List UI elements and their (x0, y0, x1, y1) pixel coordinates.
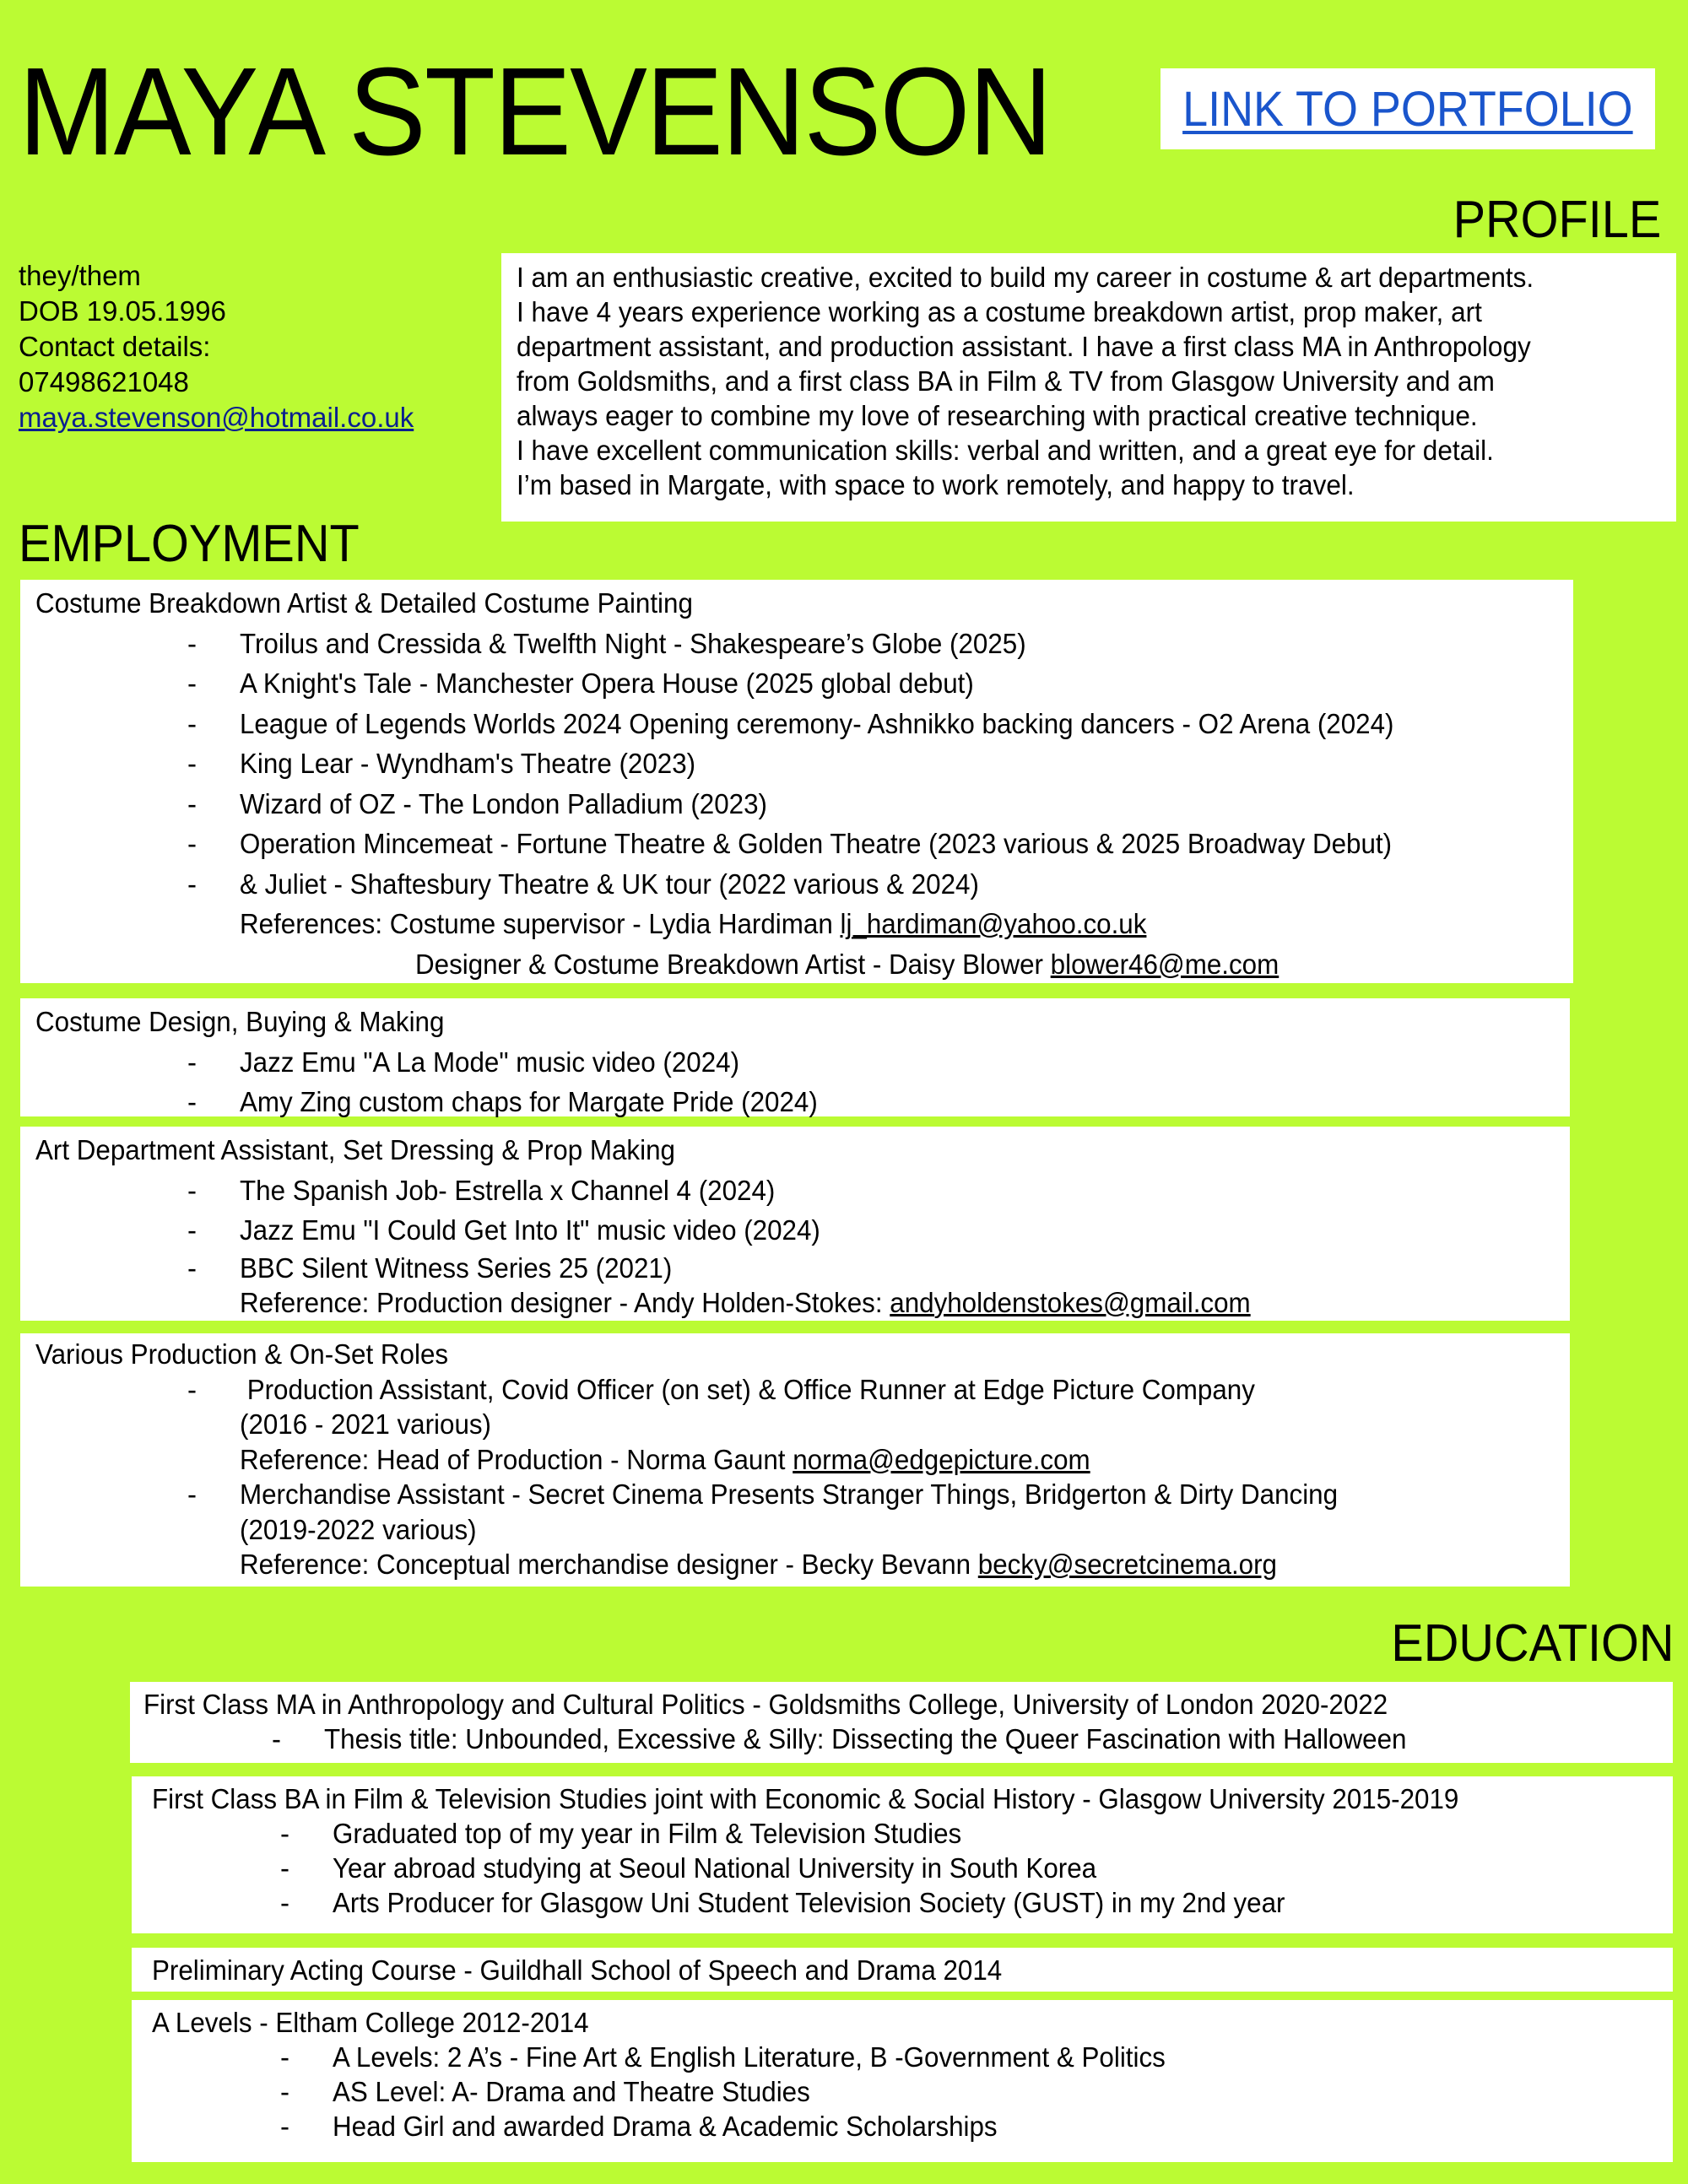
bullet-dash-icon: - (187, 748, 197, 779)
list-item: - Wizard of OZ - The London Palladium (2023) (35, 784, 1573, 824)
bullet-dash-icon: - (187, 627, 197, 659)
bullet-dash-icon: - (187, 1046, 197, 1078)
list-item: - Production Assistant, Covid Officer (on set) & Office Runner at Edge Picture Company (35, 1372, 1570, 1408)
reference-line: Reference: Head of Production - Norma Gaunt norma@edgepicture.com (240, 1443, 1090, 1475)
education-title: A Levels - Eltham College 2012-2014 (152, 2007, 589, 2038)
list-item: - Jazz Emu "I Could Get Into It" music video (2024) (35, 1210, 1570, 1251)
item-dates: (2016 - 2021 various) (240, 1408, 492, 1440)
bullet-dash-icon: - (187, 1251, 197, 1284)
phone-number: 07498621048 (19, 366, 189, 397)
bullet-dash-icon: - (280, 1887, 289, 1918)
list-item: - Operation Mincemeat - Fortune Theatre & Golden Theatre (2023 various & 2025 Broadway Debut) (35, 824, 1573, 864)
profile-heading: PROFILE (1453, 191, 1661, 249)
bullet-dash-icon: - (280, 2111, 289, 2142)
bullet-dash-icon: - (187, 1086, 197, 1117)
education-title: Preliminary Acting Course - Guildhall School of Speech and Drama 2014 (152, 1954, 1003, 1986)
list-item: - Merchandise Assistant - Secret Cinema Presents Stranger Things, Bridgerton & Dirty Dancing (35, 1477, 1570, 1512)
profile-line: I am an enthusiastic creative, excited to build my career in costume & art departments. (517, 262, 1534, 293)
email-link[interactable]: maya.stevenson@hotmail.co.uk (19, 402, 414, 433)
reference-line: Designer & Costume Breakdown Artist - Daisy Blower blower46@me.com (415, 948, 1280, 980)
education-heading: EDUCATION (1391, 1614, 1674, 1673)
job-section-title: Various Production & On-Set Roles (35, 1338, 449, 1370)
education-title: First Class BA in Film & Television Studies joint with Economic & Social History - Glasgow University 2015-2019 (152, 1783, 1459, 1814)
education-title: First Class MA in Anthropology and Cultural Politics - Goldsmiths College, University of London 2020-2022 (143, 1689, 1388, 1720)
job-section-costume-design (20, 998, 1570, 1116)
candidate-name: MAYA STEVENSON (19, 42, 1052, 181)
bullet-dash-icon: - (187, 868, 197, 900)
contact-label: Contact details: (19, 331, 211, 362)
job-section-title: Costume Breakdown Artist & Detailed Costume Painting (35, 587, 693, 619)
profile-line: I’m based in Margate, with space to work remotely, and happy to travel. (517, 469, 1355, 500)
education-entry-ba (132, 1776, 1673, 1933)
reference-email-link[interactable]: andyholdenstokes@gmail.com (890, 1286, 1251, 1318)
list-item: - The Spanish Job- Estrella x Channel 4 (2024) (35, 1170, 1570, 1211)
job-section-costume-breakdown (20, 580, 1573, 983)
reference-email-link[interactable]: norma@edgepicture.com (793, 1443, 1090, 1475)
list-item: - Amy Zing custom chaps for Margate Pride (2024) (35, 1082, 1570, 1122)
item-dates: (2019-2022 various) (240, 1513, 477, 1545)
reference-line: References: Costume supervisor - Lydia Hardiman lj_hardiman@yahoo.co.uk (240, 908, 1147, 939)
bullet-dash-icon: - (187, 1373, 197, 1405)
reference-email-link[interactable]: lj_hardiman@yahoo.co.uk (840, 908, 1147, 939)
bullet-dash-icon: - (187, 828, 197, 859)
list-item: - Thesis title: Unbounded, Excessive & Silly: Dissecting the Queer Fascination with Halloween (272, 1723, 1407, 1754)
list-item: - Arts Producer for Glasgow Uni Student Television Society (GUST) in my 2nd year (280, 1887, 1285, 1918)
bullet-dash-icon: - (187, 668, 197, 699)
education-entry-ma (130, 1682, 1673, 1763)
reference-email-link[interactable]: becky@secretcinema.org (977, 1549, 1277, 1580)
bullet-dash-icon: - (280, 1818, 289, 1849)
education-entry-guildhall (132, 1948, 1673, 1992)
job-section-production-roles (20, 1333, 1570, 1587)
list-item: - BBC Silent Witness Series 25 (2021) (187, 1251, 673, 1284)
reference-email-link[interactable]: blower46@me.com (1050, 948, 1280, 980)
portfolio-link[interactable]: LINK TO PORTFOLIO (1182, 81, 1633, 137)
reference-line: Reference: Conceptual merchandise designer - Becky Bevann becky@secretcinema.org (240, 1549, 1277, 1580)
portfolio-link-box (1160, 68, 1655, 149)
profile-line: always eager to combine my love of researching with practical creative technique. (517, 400, 1478, 431)
contact-details (19, 258, 414, 435)
job-section-title: Costume Design, Buying & Making (35, 1006, 445, 1037)
bullet-dash-icon: - (280, 1852, 289, 1884)
list-item: - AS Level: A- Drama and Theatre Studies (280, 2076, 810, 2107)
bullet-dash-icon: - (187, 787, 197, 819)
education-entry-a-levels (132, 2000, 1673, 2162)
list-item: - Graduated top of my year in Film & Television Studies (280, 1818, 962, 1849)
reference-line: Reference: Production designer - Andy Holden-Stokes: andyholdenstokes@gmail.com (240, 1286, 1251, 1318)
profile-line: department assistant, and production assistant. I have a first class MA in Anthropology (517, 331, 1531, 362)
list-item: - Year abroad studying at Seoul National University in South Korea (280, 1852, 1097, 1884)
pronouns: they/them (19, 260, 141, 291)
bullet-dash-icon: - (187, 1214, 197, 1246)
profile-line: from Goldsmiths, and a first class BA in Film & TV from Glasgow University and am (517, 365, 1495, 397)
list-item: - & Juliet - Shaftesbury Theatre & UK tour (2022 various & 2024) (35, 864, 1573, 905)
bullet-dash-icon: - (272, 1723, 281, 1754)
bullet-dash-icon: - (187, 1479, 197, 1510)
list-item: - King Lear - Wyndham's Theatre (2023) (35, 743, 1573, 784)
bullet-dash-icon: - (280, 2076, 289, 2107)
list-item: - A Levels: 2 A’s - Fine Art & English Literature, B -Government & Politics (280, 2041, 1166, 2073)
list-item: - Head Girl and awarded Drama & Academic Scholarships (280, 2111, 998, 2142)
list-item: - Jazz Emu "A La Mode" music video (2024) (35, 1042, 1570, 1083)
list-item: - Troilus and Cressida & Twelfth Night - Shakespeare’s Globe (2025) (35, 624, 1573, 664)
job-section-title: Art Department Assistant, Set Dressing & Prop Making (35, 1134, 675, 1165)
profile-line: I have excellent communication skills: verbal and written, and a great eye for detail. (517, 435, 1494, 466)
list-item: - League of Legends Worlds 2024 Opening ceremony- Ashnikko backing dancers - O2 Arena (2024) (35, 704, 1573, 744)
bullet-dash-icon: - (187, 1174, 197, 1206)
bullet-dash-icon: - (187, 707, 197, 739)
date-of-birth: DOB 19.05.1996 (19, 295, 226, 327)
profile-line: I have 4 years experience working as a costume breakdown artist, prop maker, art (517, 296, 1482, 327)
bullet-dash-icon: - (280, 2041, 289, 2073)
profile-summary (501, 253, 1676, 522)
list-item: - A Knight's Tale - Manchester Opera House (2025 global debut) (35, 663, 1573, 704)
job-section-art-department (20, 1127, 1570, 1321)
employment-heading: EMPLOYMENT (19, 515, 360, 573)
